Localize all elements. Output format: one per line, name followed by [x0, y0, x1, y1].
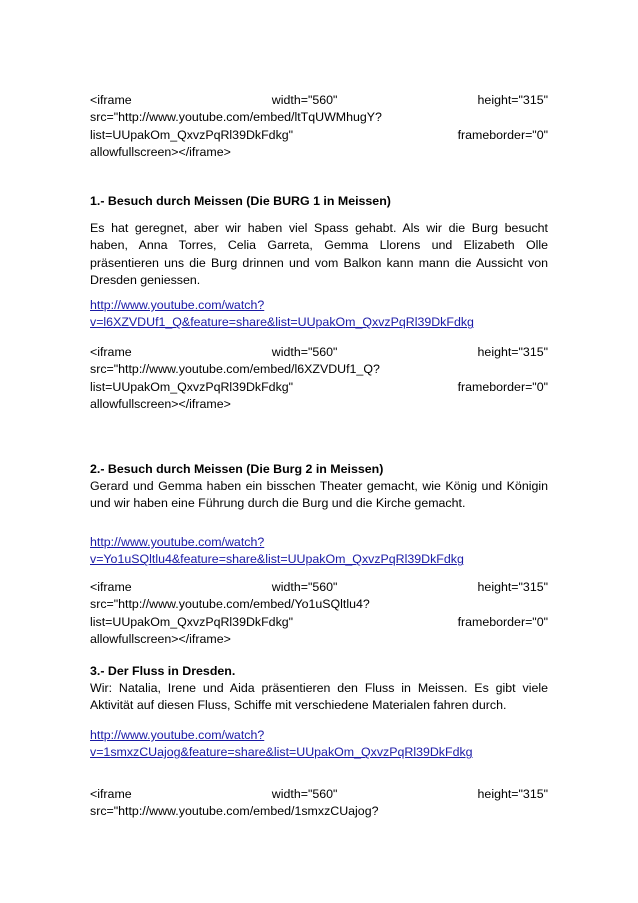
iframe-width: width="560": [271, 580, 338, 594]
iframe-code-block: [90, 92, 548, 162]
iframe-width: width="560": [271, 345, 338, 359]
iframe-end: allowfullscreen></iframe>: [90, 397, 231, 412]
iframe-end: allowfullscreen></iframe>: [90, 145, 231, 160]
iframe-end: allowfullscreen></iframe>: [90, 632, 231, 647]
iframe-tag: <iframe: [90, 345, 132, 359]
section-heading: 1.- Besuch durch Meissen (Die BURG 1 in Meissen): [90, 194, 391, 208]
video-link-line2[interactable]: v=l6XZVDUf1_Q&feature=share&list=UUpakOm_QxvzPqRl39DkFdkg: [90, 315, 474, 330]
iframe-code-block: [90, 786, 548, 821]
iframe-line: [90, 786, 548, 803]
iframe-list: list=UUpakOm_QxvzPqRl39DkFdkg": [90, 614, 294, 629]
iframe-width: width="560": [271, 93, 338, 107]
iframe-src: src="http://www.youtube.com/embed/ltTqUWMhugY?: [90, 110, 382, 125]
iframe-height: height="315": [477, 345, 548, 359]
iframe-line: [90, 127, 548, 144]
iframe-code-block: [90, 344, 548, 414]
iframe-height: height="315": [477, 580, 548, 594]
section-text: Wir: Natalia, Irene und Aida präsentieren den Fluss in Meissen. Es gibt viele Aktivität auf diesen Fluss, Schiffe mit verschiedene Materialen fahren durch.: [90, 681, 548, 713]
iframe-height: height="315": [477, 787, 548, 801]
video-link: [90, 727, 548, 762]
section-text: Gerard und Gemma haben ein bisschen Theater gemacht, wie König und Königin und wir haben eine Führung durch die Burg und die Kirche gemacht.: [90, 479, 548, 511]
video-link-line1[interactable]: http://www.youtube.com/watch?: [90, 728, 265, 742]
iframe-line: [90, 614, 548, 631]
iframe-width: width="560": [271, 787, 338, 801]
section-heading: 2.- Besuch durch Meissen (Die Burg 2 in Meissen): [90, 462, 384, 476]
iframe-frameborder: frameborder="0": [457, 127, 548, 142]
iframe-frameborder: frameborder="0": [457, 614, 548, 629]
video-link-line1[interactable]: http://www.youtube.com/watch?: [90, 535, 265, 549]
iframe-src: src="http://www.youtube.com/embed/1smxzCUajog?: [90, 804, 379, 819]
iframe-tag: <iframe: [90, 787, 132, 801]
iframe-line: [90, 379, 548, 396]
video-link: [90, 534, 548, 569]
iframe-src: src="http://www.youtube.com/embed/l6XZVDUf1_Q?: [90, 362, 380, 377]
video-link-line2[interactable]: v=Yo1uSQltlu4&feature=share&list=UUpakOm_QxvzPqRl39DkFdkg: [90, 552, 464, 567]
video-link: [90, 297, 548, 332]
iframe-line: [90, 92, 548, 109]
video-link-line2[interactable]: v=1smxzCUajog&feature=share&list=UUpakOm_QxvzPqRl39DkFdkg: [90, 745, 473, 760]
iframe-list: list=UUpakOm_QxvzPqRl39DkFdkg": [90, 379, 294, 394]
iframe-line: [90, 344, 548, 361]
iframe-src: src="http://www.youtube.com/embed/Yo1uSQltlu4?: [90, 597, 370, 612]
iframe-frameborder: frameborder="0": [457, 379, 548, 394]
iframe-tag: <iframe: [90, 93, 132, 107]
iframe-code-block: [90, 579, 548, 649]
iframe-list: list=UUpakOm_QxvzPqRl39DkFdkg": [90, 127, 294, 142]
section-text: Es hat geregnet, aber wir haben viel Spass gehabt. Als wir die Burg besucht haben, Anna Torres, Celia Garreta, Gemma Llorens und Elizabeth Olle präsentieren uns die Burg drinnen und vom Balkon kann mann die Aussicht von Dresden geniessen.: [90, 221, 548, 288]
video-link-line1[interactable]: http://www.youtube.com/watch?: [90, 298, 265, 312]
iframe-line: [90, 579, 548, 596]
iframe-tag: <iframe: [90, 580, 132, 594]
iframe-height: height="315": [477, 93, 548, 107]
section-heading: 3.- Der Fluss in Dresden.: [90, 664, 236, 678]
